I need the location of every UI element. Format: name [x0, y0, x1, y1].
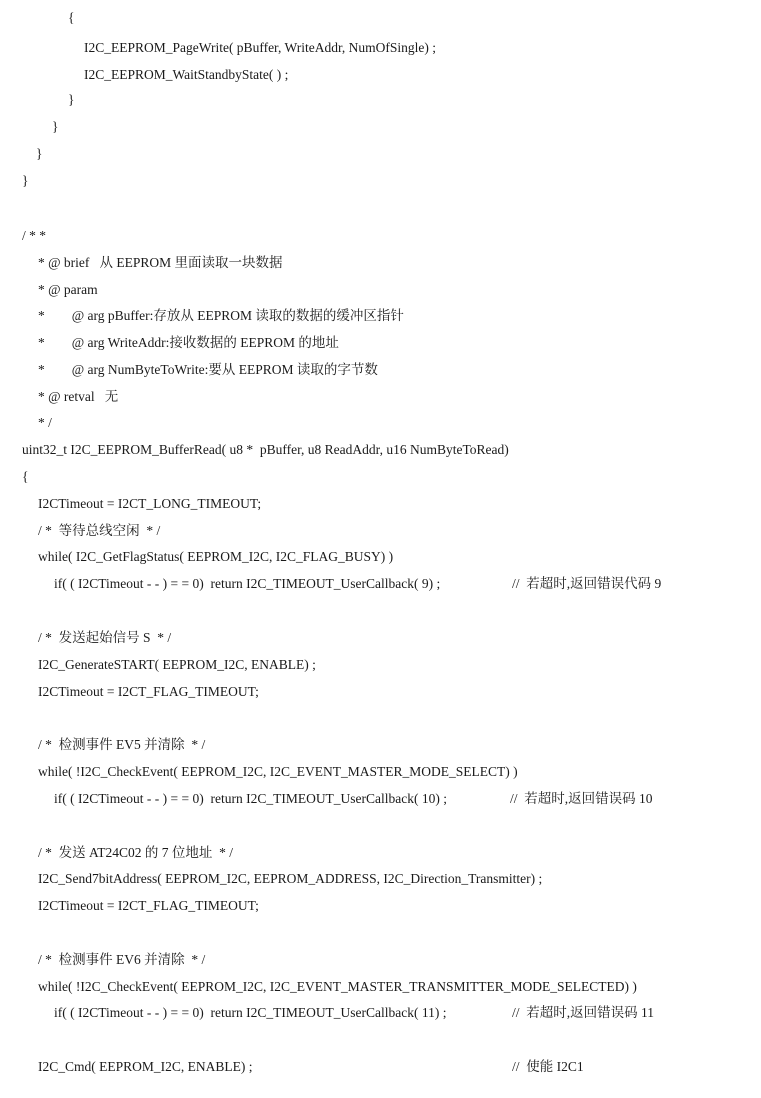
code-line: I2C_EEPROM_WaitStandbyState( ) ;: [84, 67, 289, 82]
comment-block-end: * /: [38, 415, 52, 430]
code-comment: / * 等待总线空闲 * /: [38, 523, 161, 538]
code-comment: // 若超时,返回错误码 11: [512, 1005, 655, 1020]
code-line: {: [22, 469, 29, 484]
code-line: if( ( I2CTimeout - - ) = = 0) return I2C_TIMEOUT_UserCallback( 9) ;: [54, 576, 441, 591]
code-comment: / * 检测事件 EV6 并清除 * /: [38, 952, 206, 967]
code-comment: / * 检测事件 EV5 并清除 * /: [38, 737, 206, 752]
code-line: I2CTimeout = I2CT_LONG_TIMEOUT;: [38, 496, 262, 511]
code-line: I2CTimeout = I2CT_FLAG_TIMEOUT;: [38, 684, 259, 699]
code-line: }: [22, 173, 29, 188]
code-line: while( !I2C_CheckEvent( EEPROM_I2C, I2C_EVENT_MASTER_TRANSMITTER_MODE_SELECTED) ): [38, 979, 637, 994]
code-line: I2CTimeout = I2CT_FLAG_TIMEOUT;: [38, 898, 259, 913]
code-line: if( ( I2CTimeout - - ) = = 0) return I2C_TIMEOUT_UserCallback( 11) ;: [54, 1005, 447, 1020]
code-comment: // 若超时,返回错误代码 9: [512, 576, 662, 591]
code-line: I2C_Send7bitAddress( EEPROM_I2C, EEPROM_ADDRESS, I2C_Direction_Transmitter) ;: [38, 871, 543, 886]
comment-param: * @ param: [38, 282, 98, 297]
comment-arg: * @ arg NumByteToWrite:要从 EEPROM 读取的字节数: [38, 362, 378, 377]
code-line: I2C_GenerateSTART( EEPROM_I2C, ENABLE) ;: [38, 657, 316, 672]
code-comment: / * 发送 AT24C02 的 7 位地址 * /: [38, 845, 234, 860]
comment-arg: * @ arg pBuffer:存放从 EEPROM 读取的数据的缓冲区指针: [38, 308, 404, 323]
code-comment: // 使能 I2C1: [512, 1059, 584, 1074]
comment-arg: * @ arg WriteAddr:接收数据的 EEPROM 的地址: [38, 335, 339, 350]
comment-brief: * @ brief 从 EEPROM 里面读取一块数据: [38, 255, 283, 270]
comment-retval: * @ retval 无: [38, 389, 119, 404]
code-line: while( I2C_GetFlagStatus( EEPROM_I2C, I2C_FLAG_BUSY) ): [38, 549, 394, 564]
code-line: if( ( I2CTimeout - - ) = = 0) return I2C_TIMEOUT_UserCallback( 10) ;: [54, 791, 448, 806]
code-comment: / * 发送起始信号 S * /: [38, 630, 172, 645]
code-line: while( !I2C_CheckEvent( EEPROM_I2C, I2C_EVENT_MASTER_MODE_SELECT) ): [38, 764, 518, 779]
code-line: }: [52, 119, 59, 134]
code-line: I2C_Cmd( EEPROM_I2C, ENABLE) ;: [38, 1059, 253, 1074]
code-line: }: [36, 146, 43, 161]
comment-block-start: / * *: [22, 228, 47, 243]
code-comment: // 若超时,返回错误码 10: [510, 791, 653, 806]
code-line: }: [68, 92, 75, 107]
code-line: {: [68, 10, 75, 25]
code-line: I2C_EEPROM_PageWrite( pBuffer, WriteAddr, NumOfSingle) ;: [84, 40, 437, 55]
function-signature: uint32_t I2C_EEPROM_BufferRead( u8 * pBuffer, u8 ReadAddr, u16 NumByteToRead): [22, 442, 509, 457]
